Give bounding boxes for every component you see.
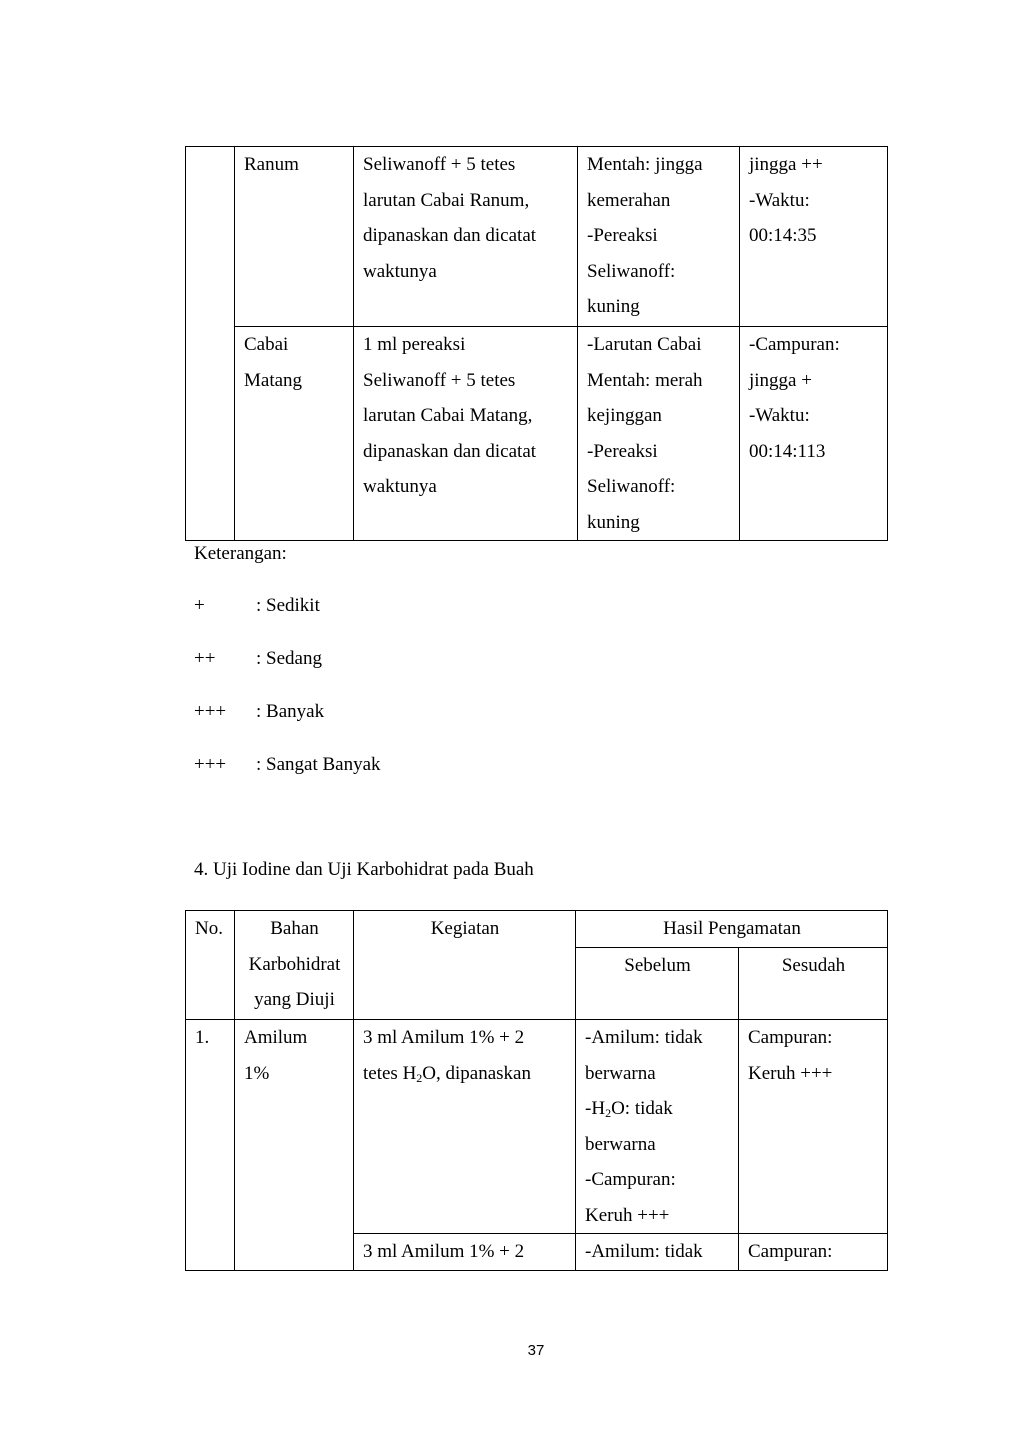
table-row [186,147,888,327]
header-hasil-pengamatan: Hasil Pengamatan [576,911,888,948]
bahan-cell: Cabai Matang [235,327,354,541]
iodine-carbohydrate-table [185,910,888,1271]
legend-meaning: : Sedikit [256,595,320,616]
sesudah-cell: -Campuran: jingga + -Waktu: 00:14:113 [740,327,888,541]
legend-symbol: + [194,595,205,616]
legend-symbol: ++ [194,648,216,669]
legend-meaning: : Banyak [256,701,325,722]
section-heading: 4. Uji Iodine dan Uji Karbohidrat pada Buah [194,859,534,880]
sesudah-cell: Campuran: Keruh +++ [739,1020,888,1234]
legend-title: Keterangan: [194,543,287,564]
legend-meaning: : Sedang [256,648,322,669]
no-cell [186,327,235,541]
legend-symbol: +++ [194,754,227,775]
kegiatan-cell: 1 ml pereaksi Seliwanoff + 5 tetes larutan Cabai Matang, dipanaskan dan dicatat waktunya [354,327,578,541]
sebelum-cell: -Larutan Cabai Mentah: merah kejinggan -Pereaksi Seliwanoff: kuning [578,327,740,541]
header-kegiatan: Kegiatan [354,911,576,1020]
sebelum-cell: -Amilum: tidak [576,1234,739,1271]
kegiatan-cell: 3 ml Amilum 1% + 2 [354,1234,576,1271]
sesudah-cell: jingga ++ -Waktu: 00:14:35 [740,147,888,327]
table-row [186,327,888,541]
no-cell: 1. [186,1020,235,1271]
sebelum-cell: Mentah: jingga kemerahan -Pereaksi Seliwanoff: kuning [578,147,740,327]
legend-symbol: +++ [194,701,227,722]
legend-meaning: : Sangat Banyak [256,754,381,775]
header-no: No. [186,911,235,1020]
table-header-row [186,911,888,948]
sesudah-cell: Campuran: [739,1234,888,1271]
page-number: 37 [527,1342,545,1359]
sebelum-cell: -Amilum: tidak berwarna $-H_2O$: tidak berwarna -Campuran: Keruh +++ [576,1020,739,1234]
kegiatan-cell: 3 ml Amilum 1% + 2 tetes $H_2O$, dipanaskan [354,1020,576,1234]
header-sesudah: Sesudah [739,948,888,1020]
header-sebelum: Sebelum [576,948,739,1020]
kegiatan-cell: Seliwanoff + 5 tetes larutan Cabai Ranum, dipanaskan dan dicatat waktunya [354,147,578,327]
observation-table-continued [185,146,888,541]
table-row [186,1020,888,1234]
no-cell [186,147,235,327]
bahan-cell: Amilum 1% [235,1020,354,1271]
header-bahan: Bahan Karbohidrat yang Diuji [235,911,354,1020]
bahan-cell: Ranum [235,147,354,327]
